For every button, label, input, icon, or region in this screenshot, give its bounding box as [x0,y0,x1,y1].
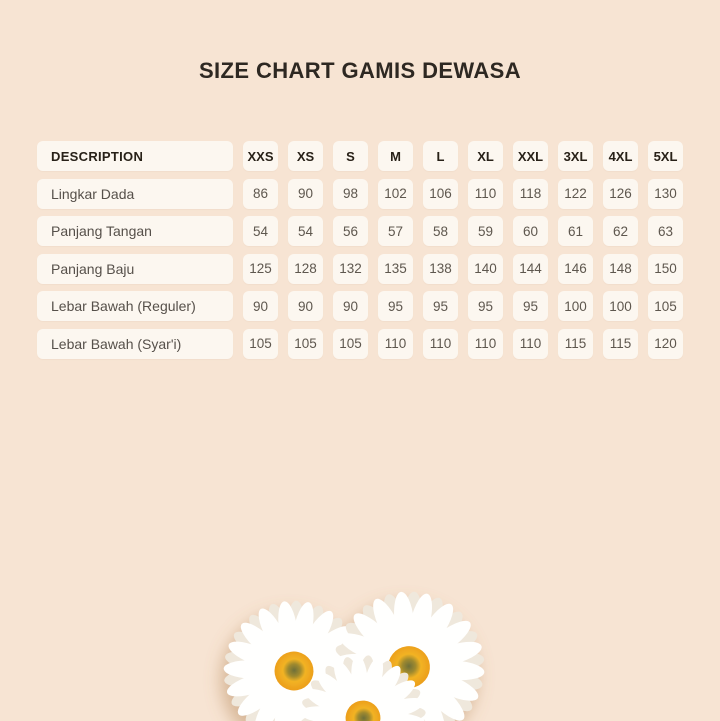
value-cell: 110 [423,329,458,359]
row-label-cell: Lebar Bawah (Reguler) [37,291,233,321]
value-cell: 54 [288,216,323,246]
value-cell: 61 [558,216,593,246]
table-header-cell: XXS [243,141,278,171]
value-cell: 126 [603,179,638,209]
table-header-cell: XS [288,141,323,171]
table-header-cell: 5XL [648,141,683,171]
value-cell: 95 [513,291,548,321]
value-cell: 54 [243,216,278,246]
row-label-cell: Lingkar Dada [37,179,233,209]
row-label-cell: Panjang Tangan [37,216,233,246]
table-header-cell: S [333,141,368,171]
value-cell: 90 [288,291,323,321]
table-header-cell: DESCRIPTION [37,141,233,171]
value-cell: 140 [468,254,503,284]
value-cell: 132 [333,254,368,284]
value-cell: 150 [648,254,683,284]
table-header-cell: 3XL [558,141,593,171]
value-cell: 90 [288,179,323,209]
value-cell: 135 [378,254,413,284]
row-label-cell: Panjang Baju [37,254,233,284]
value-cell: 57 [378,216,413,246]
value-cell: 128 [288,254,323,284]
value-cell: 106 [423,179,458,209]
value-cell: 138 [423,254,458,284]
page-title: SIZE CHART GAMIS DEWASA [198,58,522,83]
value-cell: 120 [648,329,683,359]
value-cell: 146 [558,254,593,284]
value-cell: 95 [423,291,458,321]
value-cell: 58 [423,216,458,246]
value-cell: 56 [333,216,368,246]
value-cell: 98 [333,179,368,209]
value-cell: 122 [558,179,593,209]
value-cell: 95 [468,291,503,321]
value-cell: 130 [648,179,683,209]
value-cell: 105 [333,329,368,359]
value-cell: 115 [558,329,593,359]
value-cell: 110 [468,179,503,209]
value-cell: 110 [468,329,503,359]
table-header-cell: 4XL [603,141,638,171]
value-cell: 144 [513,254,548,284]
value-cell: 90 [333,291,368,321]
value-cell: 105 [648,291,683,321]
value-cell: 100 [603,291,638,321]
value-cell: 115 [603,329,638,359]
value-cell: 148 [603,254,638,284]
value-cell: 125 [243,254,278,284]
value-cell: 90 [243,291,278,321]
value-cell: 62 [603,216,638,246]
value-cell: 60 [513,216,548,246]
size-chart-table [37,141,683,359]
value-cell: 100 [558,291,593,321]
value-cell: 86 [243,179,278,209]
value-cell: 105 [243,329,278,359]
value-cell: 105 [288,329,323,359]
table-header-cell: XL [468,141,503,171]
row-label-cell: Lebar Bawah (Syar'i) [37,329,233,359]
value-cell: 95 [378,291,413,321]
table-header-cell: L [423,141,458,171]
value-cell: 102 [378,179,413,209]
value-cell: 110 [513,329,548,359]
table-header-cell: M [378,141,413,171]
value-cell: 63 [648,216,683,246]
value-cell: 59 [468,216,503,246]
daisy-flowers-image [180,575,540,721]
value-cell: 110 [378,329,413,359]
value-cell: 118 [513,179,548,209]
table-header-cell: XXL [513,141,548,171]
